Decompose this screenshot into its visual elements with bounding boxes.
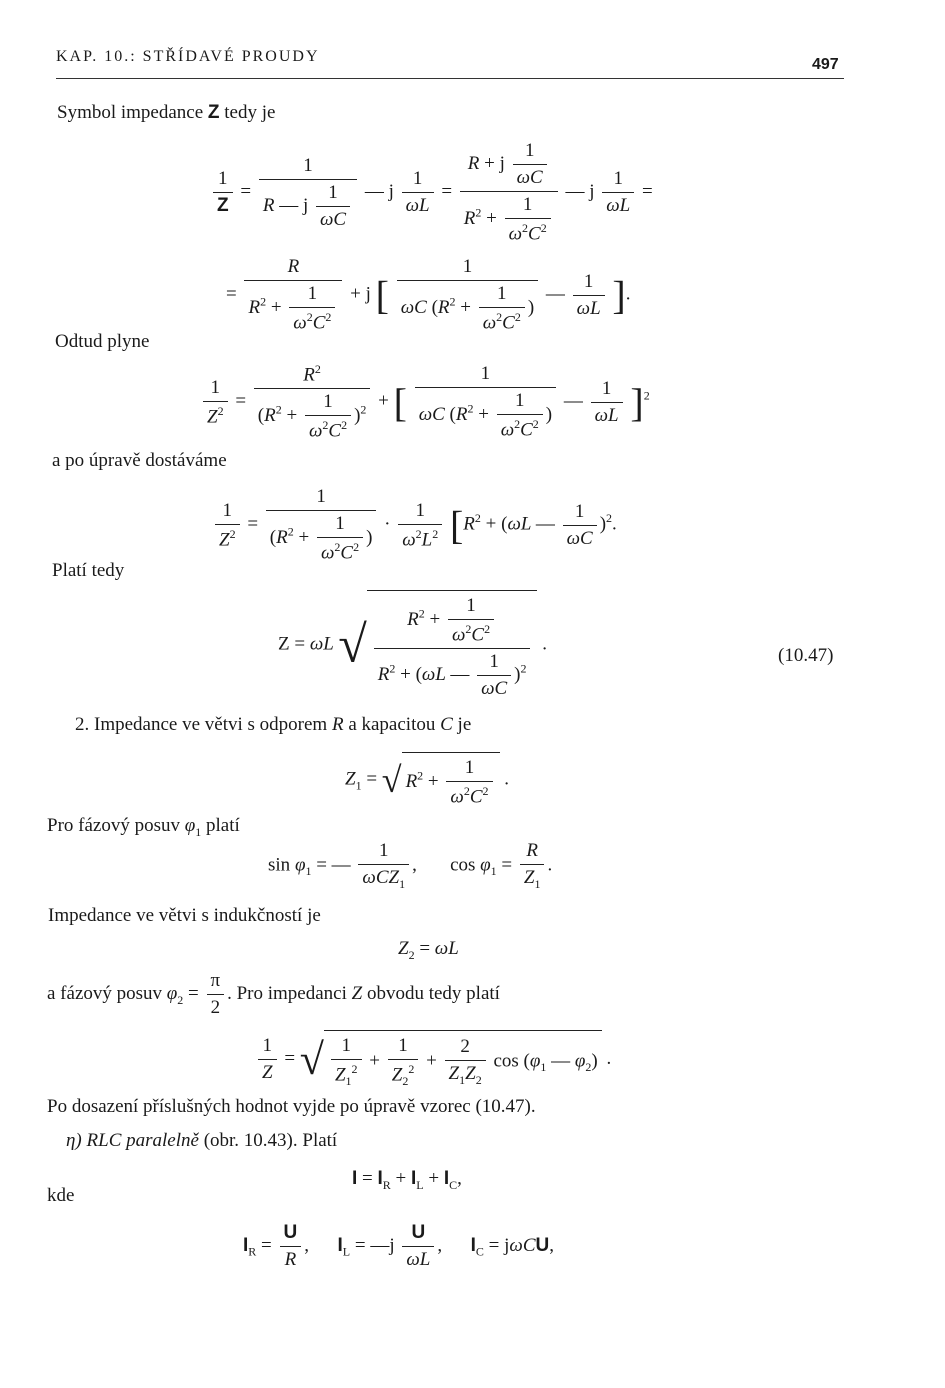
plati-tedy: Platí tedy [52, 560, 125, 581]
rlc-rest: (obr. 10.43). Platí [203, 1130, 338, 1151]
intro-text-b: tedy je [224, 102, 276, 123]
faz-posuv-symbol-phi: φ [184, 815, 196, 836]
equation-sin-cos-phi1: $\sin \varphi_1$ = — $\frac{1}{\omega CZ_1}$ , $\cos \varphi_1$ = $\frac{R}{Z_1}$ . [268, 840, 553, 891]
rlc-title: RLC paralelně [86, 1130, 199, 1151]
item-2-symbol-c: C [440, 714, 453, 735]
equation-2: $\frac{1}{Z^2}$ = $R^2$ ($R^2$ + $\frac{1}{\omega^2C^2}$ )$^2$ + [ 1 ωC ($R^2$ + $\frac{1}{\omega^2C^2}$ ) — $\frac{1}{\omega L}$ ]$^2$ [200, 362, 650, 443]
faz-posuv2-line: a fázový posuv $\varphi_2$ = $\frac{\pi}{2}$ . Pro impedanci Z obvodu tedy platí [47, 970, 500, 1018]
equation-3: $\frac{1}{Z^2}$ = 1 ($R^2$ + $\frac{1}{\omega^2C^2}$ ) · $\frac{1}{\omega^2L^2}$ [$R^2 + (\omega L$ — $\frac{1}{\omega C}$ )$^2$. [212, 486, 617, 564]
faz-posuv2-text-b: . Pro impedanci [227, 982, 347, 1004]
faz-posuv2-text-a: a fázový posuv [47, 982, 163, 1004]
kde: kde [47, 1185, 75, 1206]
equation-1-continuation: = R $R^2$ + $\frac{1}{\omega^2C^2}$ + j [ 1 ωC ($R^2$ + $\frac{1}{\omega^2C^2}$ ) — $\frac{1}{\omega L}$ ]. [226, 256, 631, 334]
equation-number-10-47: (10.47) [778, 645, 834, 666]
intro-text-a: Symbol impedance [57, 102, 204, 123]
item-2-text-c: je [457, 714, 472, 735]
eta-marker: η) [66, 1130, 82, 1151]
rlc-heading-line [66, 1130, 337, 1152]
header-rule [56, 78, 844, 79]
equation-10-47: Z = ωL √ $R^2$ + $\frac{1}{\omega^2C^2}$ $R^2 + (\omega L$ — $\frac{1}{\omega C}$ )$^2$ . [278, 590, 547, 700]
item-2-line [75, 714, 471, 736]
faz-posuv-text-b: platí [206, 815, 240, 836]
item-2-symbol-r: R [331, 714, 344, 735]
equation-z1: $Z_1$ = √ $R^2$ + $\frac{1}{\omega^2C^2}$ . [345, 752, 509, 808]
equation-z2: $Z_2 = \omega L$ [398, 938, 459, 962]
faz-posuv2-symbol-z: Z [351, 982, 363, 1004]
faz-posuv-line: Pro fázový posuv $\varphi_1$ platí [47, 815, 240, 839]
equation-current-sum: $I = I_R + I_L + I_C$, [352, 1168, 462, 1192]
item-2-text-b: a kapacitou [348, 714, 436, 735]
running-head: KAP. 10.: STŘÍDAVÉ PROUDY [56, 48, 320, 65]
impedance-l-line: Impedance ve větvi s indukčností je [48, 905, 321, 926]
odtud-plyne: Odtud plyne [55, 331, 150, 352]
equation-branch-currents: $I_R$ = $\frac{U}{R}$ , $I_L$ = —j $\frac{U}{\omega L}$ , $I_C = j\omega CU$, [243, 1222, 554, 1270]
po-dosazeni: Po dosazení příslušných hodnot vyjde po úpravě vzorec (10.47). [47, 1096, 536, 1117]
equation-1-over-z: $\frac{1}{Z}$ = √ $\frac{1}{Z_1^2}$ + $\frac{1}{Z_2^2}$ + $\frac{2}{Z_1Z_2}$ $\cos (\varphi_1$ — $\varphi_2$) . [255, 1030, 611, 1089]
page-number: 497 [812, 56, 839, 73]
faz-posuv2-text-c: obvodu tedy platí [366, 982, 500, 1004]
intro-symbol-z: Z [207, 102, 220, 123]
equation-1: $\frac{1}{Z}$ = 1 R — j $\frac{1}{\omega C}$ — j $\frac{1}{\omega L}$ = R + j $\frac{1}{\omega C}$ $R^2$ + $\frac{1}{\omega^2C^2}$ — j $\frac{1}{\omega L}$ = [210, 140, 653, 245]
faz-posuv-text-a: Pro fázový posuv [47, 815, 180, 836]
intro-line [57, 102, 275, 124]
item-2-text-a: 2. Impedance ve větvi s odporem [75, 714, 328, 735]
po-uprave: a po úpravě dostáváme [52, 450, 227, 471]
